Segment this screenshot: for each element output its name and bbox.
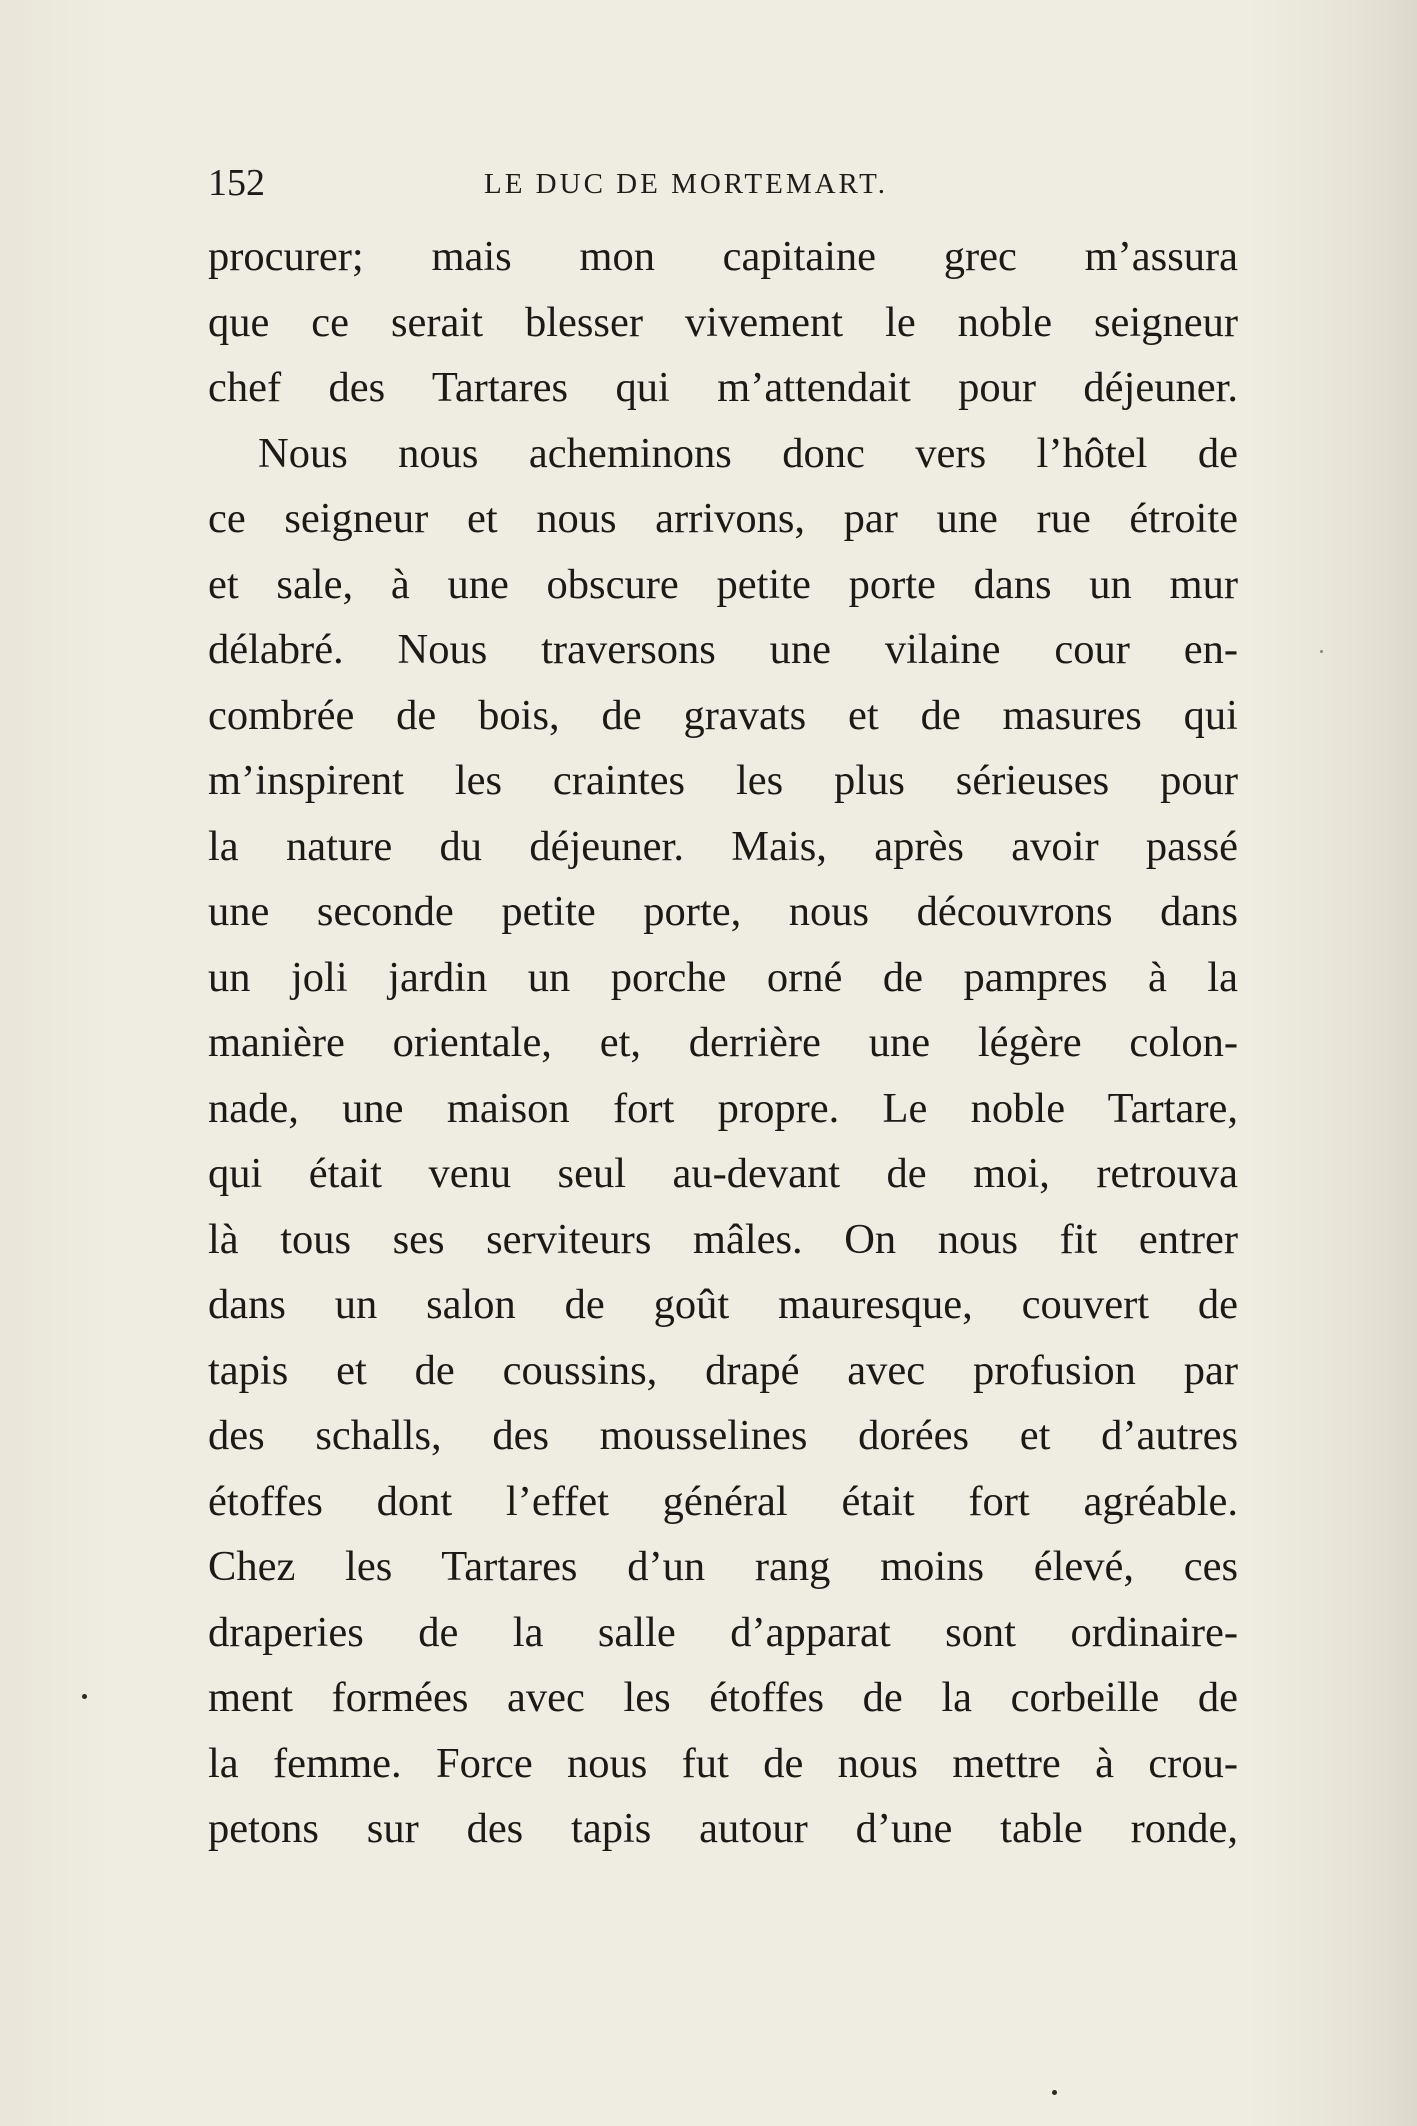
text-line: ce seigneur et nous arrivons, par une rue étroite [208,495,1238,542]
paper-speck [1320,650,1323,653]
text-line: une seconde petite porte, nous découvrons dans [208,888,1238,935]
body-text [208,224,1238,1862]
text-line: petons sur des tapis autour d’une table ronde, [208,1805,1238,1852]
text-line: draperies de la salle d’apparat sont ordinaire- [208,1608,1238,1656]
paper-speck [1052,2090,1057,2095]
running-title: LE DUC DE MORTEMART. [484,168,888,200]
text-line: m’inspirent les craintes les plus sérieuses pour [208,757,1238,804]
text-line: dans un salon de goût mauresque, couvert de [208,1281,1238,1328]
text-line: Nous nous acheminons donc vers l’hôtel de [258,429,1238,477]
text-line: des schalls, des mousselines dorées et d’autres [208,1412,1238,1459]
text-line: chef des Tartares qui m’attendait pour déjeuner. [208,364,1238,411]
text-line: ment formées avec les étoffes de la corbeille de [208,1674,1238,1721]
paper-speck [82,1694,87,1699]
text-line: nade, une maison fort propre. Le noble Tartare, [208,1084,1238,1132]
text-line: étoffes dont l’effet général était fort agréable. [208,1477,1238,1525]
text-line: là tous ses serviteurs mâles. On nous fit entrer [208,1215,1238,1263]
text-line: et sale, à une obscure petite porte dans un mur [208,560,1238,608]
text-line: que ce serait blesser vivement le noble seigneur [208,298,1238,346]
text-line: la nature du déjeuner. Mais, après avoir passé [208,822,1238,870]
text-line: manière orientale, et, derrière une légère colon- [208,1019,1238,1066]
text-line: procurer; mais mon capitaine grec m’assura [208,233,1238,280]
running-header [208,158,1238,208]
text-line: combrée de bois, de gravats et de masures qui [208,691,1238,739]
text-line: un joli jardin un porche orné de pampres à la [208,953,1238,1001]
text-line: la femme. Force nous fut de nous mettre à crou- [208,1739,1238,1787]
text-line: délabré. Nous traversons une vilaine cour en- [208,626,1238,673]
text-line: tapis et de coussins, drapé avec profusion par [208,1346,1238,1394]
text-line: Chez les Tartares d’un rang moins élevé, ces [208,1543,1238,1590]
page-number: 152 [208,162,265,204]
text-line: qui était venu seul au-devant de moi, retrouva [208,1150,1238,1197]
